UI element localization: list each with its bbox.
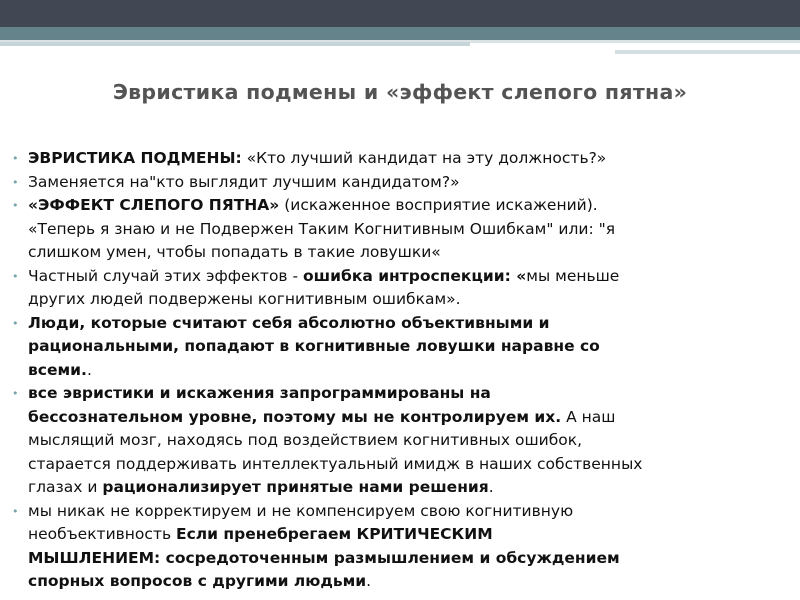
text-segment: рациональными, попадают в когнитивные ловушки наравне со: [28, 337, 600, 355]
text-segment: Люди, которые считают себя абсолютно объективными и: [28, 313, 550, 332]
header-dark-band: [0, 0, 800, 27]
text-segment: Заменяется на"кто выглядит лучшим кандидатом?»: [28, 172, 460, 191]
bullet-text: [28, 173, 460, 191]
bullet-text: [28, 314, 600, 379]
text-segment: Частный случай этих эффектов -: [28, 266, 304, 285]
text-segment: «: [510, 266, 527, 285]
text-segment: «Кто лучший кандидат на эту должность?»: [241, 149, 607, 167]
text-segment: .: [366, 572, 372, 590]
bullet-text: [28, 267, 619, 309]
text-segment: ошибка интроспекции:: [303, 266, 511, 285]
text-segment: Если пренебрегаем КРИТИЧЕСКИМ: [176, 525, 493, 543]
text-segment: все эвристики и искажения запрограммированы на: [28, 384, 491, 402]
text-segment: бессознательном уровне, поэтому мы не контролируем их.: [28, 407, 562, 426]
bullet-item: [12, 500, 792, 594]
bullet-icon: •: [12, 175, 19, 189]
text-segment: рационализирует принятые нами решения: [102, 478, 489, 496]
text-segment: других людей подвержены когнитивным ошибкам».: [28, 290, 461, 308]
header-accent-band-right: [615, 50, 800, 54]
text-segment: спорных вопросов с другими людьми: [28, 572, 367, 590]
text-segment: старается поддерживать интеллектуальный имидж в наших собственных: [28, 454, 643, 473]
text-segment: ЭВРИСТИКА ПОДМЕНЫ:: [28, 149, 242, 167]
bullet-item: [12, 382, 792, 500]
bullet-item: [12, 265, 792, 312]
text-segment: «ЭФФЕКТ СЛЕПОГО ПЯТНА»: [28, 196, 280, 214]
header-teal-band: [0, 27, 800, 40]
text-segment: .: [86, 360, 92, 379]
bullet-item: [12, 194, 792, 265]
bullet-item: [12, 171, 792, 195]
bullet-icon: •: [12, 316, 19, 330]
text-segment: мыслящий мозг, находясь под воздействием когнитивных ошибок,: [28, 431, 583, 449]
text-segment: необъективность: [28, 525, 177, 543]
bullet-text: [28, 196, 615, 261]
bullet-item: [12, 312, 792, 383]
text-segment: (искаженное восприятие искажений).: [279, 196, 598, 214]
bullet-text: [28, 384, 642, 496]
bullet-icon: •: [12, 269, 19, 283]
header-accent-band-left: [0, 42, 470, 46]
bullet-text: [28, 149, 606, 167]
bullet-icon: •: [12, 199, 19, 212]
text-segment: «Теперь я знаю и не Подвержен Таким Когнитивным Ошибкам" или: "я: [28, 219, 616, 238]
bullet-text: [28, 502, 620, 591]
text-segment: всеми.: [28, 360, 87, 379]
bullet-item: [12, 147, 792, 171]
text-segment: глазах и: [28, 478, 103, 496]
bullet-icon: •: [12, 504, 19, 518]
text-segment: мы никак не корректируем и не компенсируем свою когнитивную: [28, 501, 574, 520]
text-segment: А наш: [561, 407, 616, 426]
bullet-icon: •: [12, 387, 19, 400]
bullet-icon: •: [12, 152, 19, 165]
text-segment: .: [488, 478, 494, 496]
slide-title: Эвристика подмены и «эффект слепого пятна»: [112, 80, 688, 104]
slide-body: [12, 147, 792, 594]
text-segment: МЫШЛЕНИЕМ: сосредоточенным размышлением и обсуждением: [28, 548, 620, 567]
text-segment: слишком умен, чтобы попадать в такие ловушки«: [28, 243, 441, 261]
text-segment: мы меньше: [526, 266, 620, 285]
